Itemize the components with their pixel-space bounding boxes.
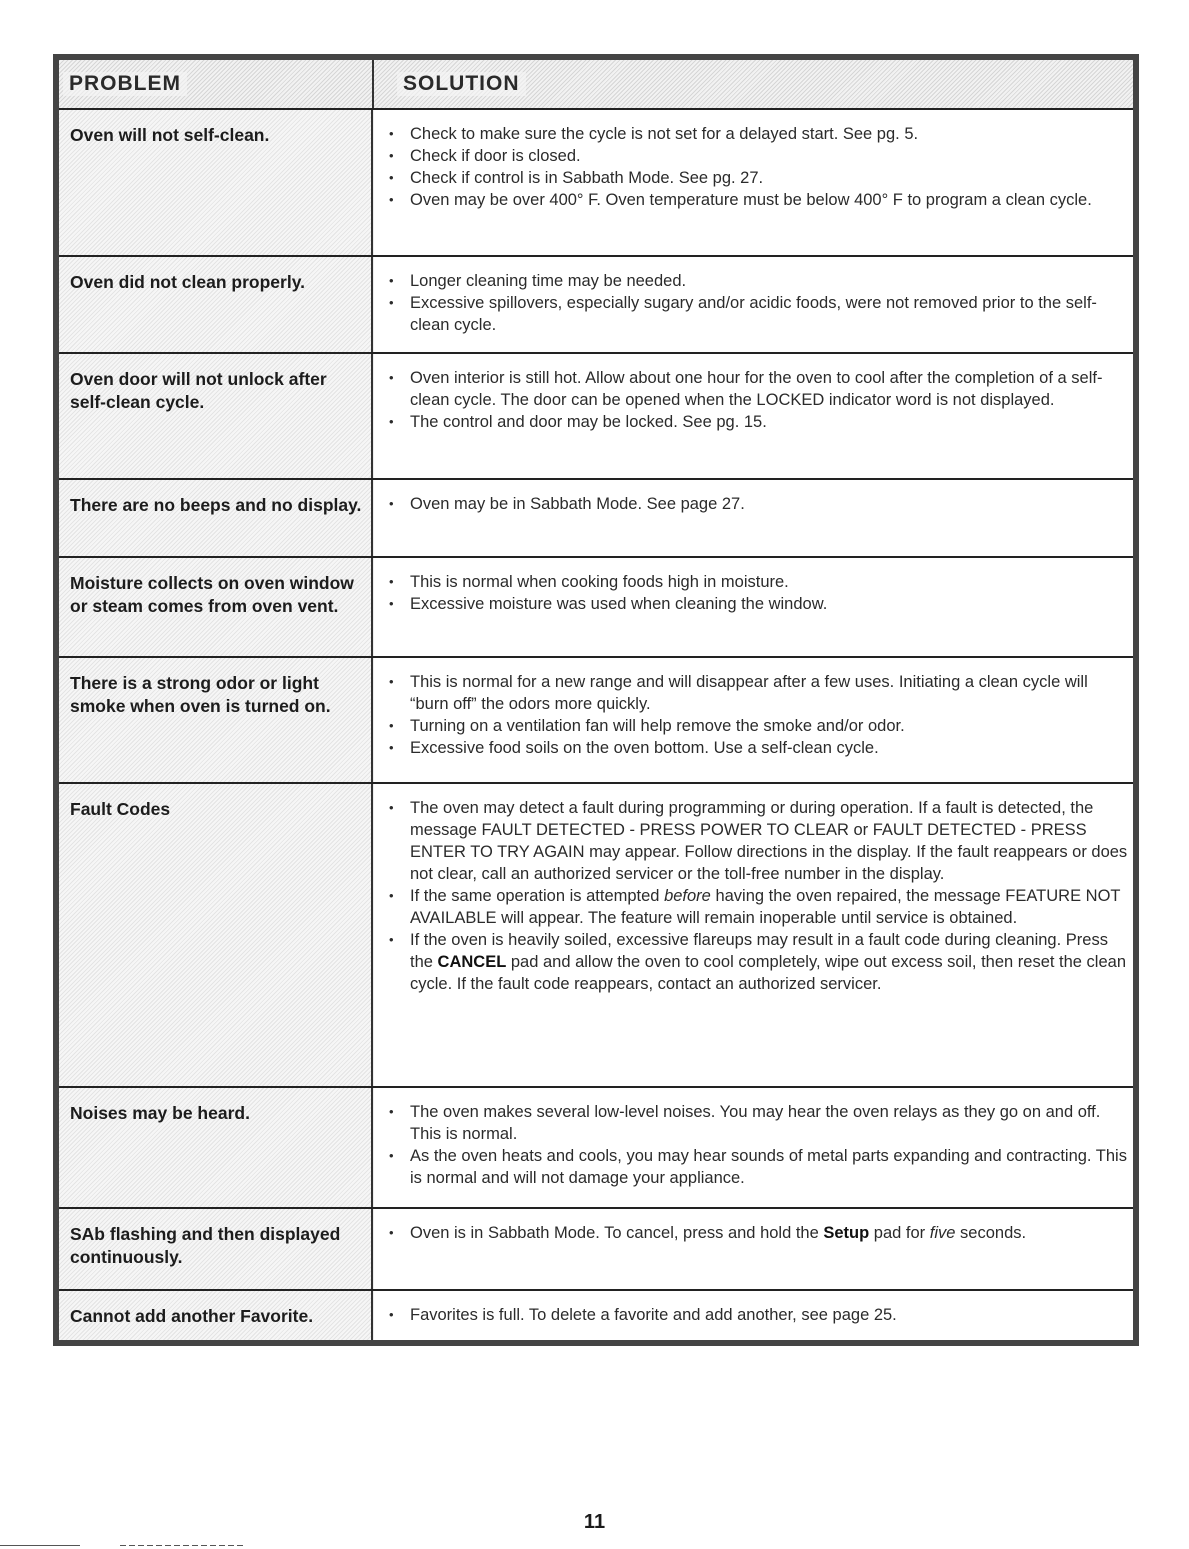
solution-cell (374, 354, 1133, 478)
table-row (59, 108, 1133, 255)
scan-artifact (0, 1545, 80, 1546)
solution-text: If the oven is heavily soiled, excessive flareups may result in a fault code during cleaning. Press the (410, 931, 1108, 971)
setup-pad-label: Setup (823, 1224, 870, 1242)
solution-item: • Favorites is full. To delete a favorite and add another, see page 25. (388, 1304, 1129, 1326)
solution-item: • Check if control is in Sabbath Mode. See pg. 27. (388, 167, 1129, 189)
solution-cell (374, 658, 1133, 782)
table-row (59, 1086, 1133, 1207)
solution-list (388, 367, 1129, 433)
solution-list (388, 493, 1129, 515)
problem-cell: There are no beeps and no display. (59, 480, 373, 556)
cancel-pad-label: CANCEL (437, 953, 507, 971)
problem-cell: SAb flashing and then displayed continuously. (59, 1209, 373, 1289)
solution-item: • This is normal when cooking foods high in moisture. (388, 571, 1129, 593)
solution-text: pad for (869, 1224, 930, 1242)
header-column-divider (372, 60, 374, 108)
solution-item (388, 885, 1129, 929)
solution-item: • This is normal for a new range and will disappear after a few uses. Initiating a clean cycle will “burn off” the odors more quickly. (388, 671, 1129, 715)
solution-cell (374, 257, 1133, 352)
solution-list (388, 123, 1129, 211)
emphasis-text: five (929, 1224, 956, 1242)
problem-cell: Cannot add another Favorite. (59, 1291, 373, 1340)
solution-list (388, 671, 1129, 759)
emphasis-text: before (664, 887, 711, 905)
solution-item: • Excessive moisture was used when cleaning the window. (388, 593, 1129, 615)
solution-item: • Check if door is closed. (388, 145, 1129, 167)
solution-list (388, 270, 1129, 336)
problem-cell: There is a strong odor or light smoke when oven is turned on. (59, 658, 373, 782)
solution-item: • As the oven heats and cools, you may hear sounds of metal parts expanding and contracting. This is normal and will not damage your appliance. (388, 1145, 1129, 1189)
problem-cell: Oven will not self-clean. (59, 110, 373, 255)
problem-cell: Noises may be heard. (59, 1088, 373, 1207)
table-header (59, 60, 1133, 110)
solution-text: If the same operation is attempted (410, 887, 665, 905)
problem-column-header: PROBLEM (63, 72, 187, 96)
solution-item: • Longer cleaning time may be needed. (388, 270, 1129, 292)
solution-list (388, 571, 1129, 615)
page-number: 11 (583, 1511, 606, 1533)
problem-cell: Fault Codes (59, 784, 373, 1086)
solution-item: • Excessive spillovers, especially sugary and/or acidic foods, were not removed prior to the self-clean cycle. (388, 292, 1129, 336)
solution-cell (374, 784, 1133, 1086)
table-row (59, 352, 1133, 478)
solution-column-header: SOLUTION (397, 72, 526, 96)
solution-cell (374, 1209, 1133, 1289)
solution-text: pad and allow the oven to cool completely, wipe out excess soil, then reset the clean cycle. If the fault code reappears, contact an authorized servicer. (410, 953, 1127, 993)
solution-item: • Oven interior is still hot. Allow about one hour for the oven to cool after the completion of a self-clean cycle. The door can be opened when the LOCKED indicator word is not displayed. (388, 367, 1129, 411)
table-row (59, 782, 1133, 1086)
table-row (59, 1207, 1133, 1289)
solution-item: • The oven makes several low-level noises. You may hear the oven relays as they go on and off. This is normal. (388, 1101, 1129, 1145)
solution-item: • Excessive food soils on the oven bottom. Use a self-clean cycle. (388, 737, 1129, 759)
solution-item: • The oven may detect a fault during programming or during operation. If a fault is detected, the message FAULT DETECTED - PRESS POWER TO CLEAR or FAULT DETECTED - PRESS ENTER TO TRY AGAIN may appear. Follow directions in the display. If the fault reappears or does not clear, call an authorized servicer or the toll-free number in the display. (388, 797, 1129, 885)
table-row (59, 478, 1133, 556)
scan-artifact (120, 1545, 245, 1546)
table-row (59, 556, 1133, 656)
solution-item (388, 929, 1129, 995)
troubleshooting-table (53, 54, 1139, 1346)
solution-item: • Oven may be over 400° F. Oven temperature must be below 400° F to program a clean cycle. (388, 189, 1129, 211)
solution-cell (374, 558, 1133, 656)
solution-list (388, 1222, 1129, 1244)
problem-cell: Moisture collects on oven window or steam comes from oven vent. (59, 558, 373, 656)
solution-cell (374, 480, 1133, 556)
solution-item: • Turning on a ventilation fan will help remove the smoke and/or odor. (388, 715, 1129, 737)
problem-cell: Oven did not clean properly. (59, 257, 373, 352)
table-row (59, 1289, 1133, 1340)
solution-text: Oven is in Sabbath Mode. To cancel, press and hold the (410, 1224, 824, 1242)
solution-cell (374, 1291, 1133, 1340)
solution-text: having the oven repaired, the message FEATURE NOT AVAILABLE will appear. The feature will remain inoperable until service is obtained. (410, 887, 1121, 927)
solution-list (388, 1101, 1129, 1189)
solution-list (388, 1304, 1129, 1326)
solution-item: • The control and door may be locked. See pg. 15. (388, 411, 1129, 433)
solution-item: • Oven may be in Sabbath Mode. See page 27. (388, 493, 1129, 515)
solution-cell (374, 1088, 1133, 1207)
table-row (59, 255, 1133, 352)
solution-list (388, 797, 1129, 995)
solution-item (388, 1222, 1129, 1244)
solution-item: • Check to make sure the cycle is not set for a delayed start. See pg. 5. (388, 123, 1129, 145)
solution-cell (374, 110, 1133, 255)
table-row (59, 656, 1133, 782)
solution-text: seconds. (955, 1224, 1027, 1242)
problem-cell: Oven door will not unlock after self-clean cycle. (59, 354, 373, 478)
